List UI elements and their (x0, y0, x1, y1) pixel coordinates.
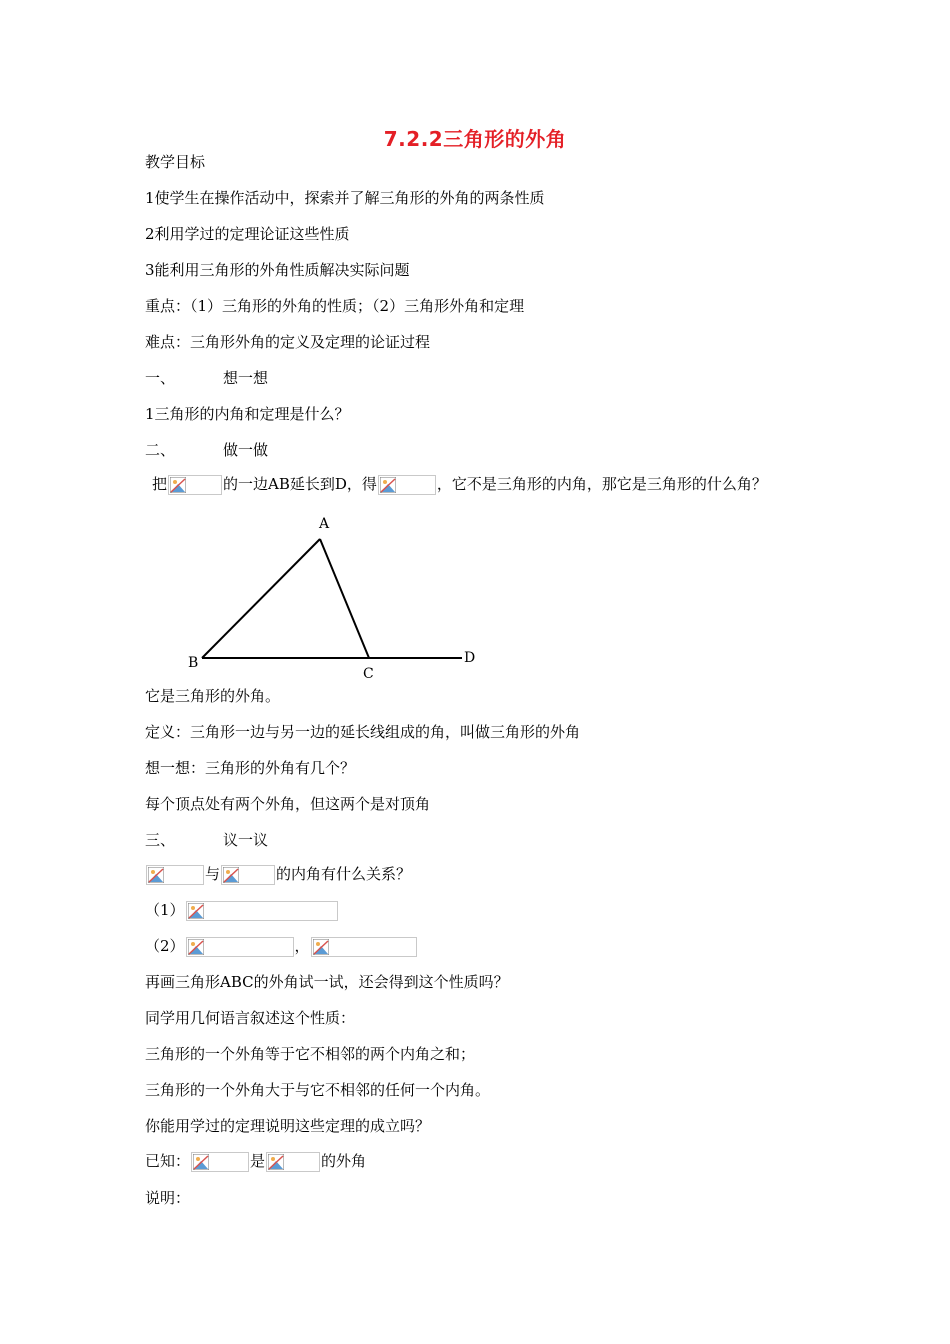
formula-image-icon (378, 475, 436, 495)
given-prefix: 已知： (145, 1152, 191, 1170)
property-2: 三角形的一个外角大于与它不相邻的任何一个内角。 (145, 1081, 491, 1099)
property-1: 三角形的一个外角等于它不相邻的两个内角之和； (145, 1045, 476, 1063)
geometric-language-line: 同学用几何语言叙述这个性质： (145, 1009, 356, 1027)
objective-2: 2利用学过的定理论证这些性质 (145, 225, 350, 243)
formula-image-icon (221, 865, 275, 885)
label-c: C (363, 666, 374, 680)
difficulties: 难点：三角形外角的定义及定理的论证过程 (145, 333, 431, 351)
section-2-number: 二、 (145, 441, 176, 459)
think-line: 想一想：三角形的外角有几个？ (145, 759, 356, 777)
discuss-line (145, 864, 411, 885)
try-again-line: 再画三角形ABC的外角试一试，还会得到这个性质吗？ (145, 973, 509, 991)
think-answer-line: 每个顶点处有两个外角，但这两个是对顶角 (145, 795, 431, 813)
section-3-number: 三、 (145, 831, 176, 849)
do-it-part-2: 的一边AB延长到D，得 (223, 475, 377, 493)
do-it-part-3: ，它不是三角形的内角，那它是三角形的什么角？ (436, 475, 767, 493)
page-title: 7.2.2三角形的外角 (383, 127, 567, 151)
section-1-title: 想一想 (223, 369, 269, 387)
formula-image-icon (168, 475, 222, 495)
label-d: D (464, 650, 476, 666)
section-1-heading (145, 368, 268, 388)
explain-line: 说明： (145, 1189, 191, 1207)
triangle-diagram (180, 508, 490, 680)
objective-3: 3能利用三角形的外角性质解决实际问题 (145, 261, 410, 279)
label-b: B (188, 655, 199, 671)
discuss-tail: 的内角有什么关系？ (276, 865, 412, 883)
objectives-heading: 教学目标 (145, 153, 206, 171)
given-mid: 是 (250, 1152, 266, 1170)
item-1-label: （1） (145, 901, 185, 919)
item-2-separator: ， (294, 937, 310, 955)
section-2-title: 做一做 (223, 441, 269, 459)
formula-image-icon (266, 1152, 320, 1172)
item-1-line (145, 900, 339, 921)
section-3-title: 议一议 (223, 831, 269, 849)
key-points: 重点：（1）三角形的外角的性质；（2）三角形外角和定理 (145, 297, 525, 315)
can-you-line: 你能用学过的定理说明这些定理的成立吗？ (145, 1117, 431, 1135)
discuss-mid: 与 (205, 865, 221, 883)
do-it-part-1: 把 (152, 475, 168, 493)
section-3-heading (145, 830, 268, 850)
side-ac (320, 539, 369, 658)
formula-image-icon (146, 865, 204, 885)
formula-image-icon (186, 901, 338, 921)
given-line (145, 1151, 366, 1172)
formula-image-icon (191, 1152, 249, 1172)
side-ab (202, 539, 320, 658)
do-it-line (152, 474, 767, 495)
question-1: 1三角形的内角和定理是什么？ (145, 405, 350, 423)
item-2-line (145, 936, 418, 957)
answer-line: 它是三角形的外角。 (145, 687, 281, 705)
section-2-heading (145, 440, 268, 460)
label-a: A (319, 516, 330, 532)
formula-image-icon (186, 937, 294, 957)
objective-1: 1使学生在操作活动中，探索并了解三角形的外角的两条性质 (145, 189, 545, 207)
item-2-label: （2） (145, 937, 185, 955)
section-1-number: 一、 (145, 369, 176, 387)
definition-line: 定义：三角形一边与另一边的延长线组成的角，叫做三角形的外角 (145, 723, 581, 741)
formula-image-icon (311, 937, 417, 957)
given-tail: 的外角 (321, 1152, 367, 1170)
